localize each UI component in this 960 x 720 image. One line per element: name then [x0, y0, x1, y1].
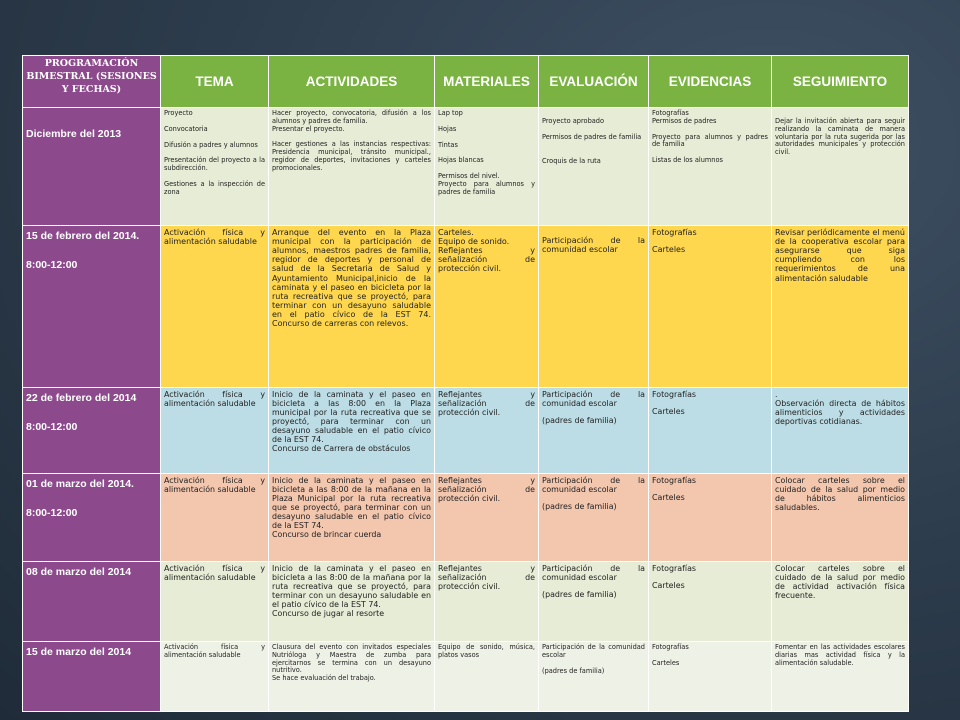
cell-materiales — [435, 108, 539, 226]
cell-text: Fotografías — [652, 643, 689, 651]
cell-evaluacion — [539, 226, 649, 388]
cell-actividades — [269, 562, 435, 642]
cell-seguimiento — [772, 474, 909, 562]
cell-text: . — [775, 390, 778, 399]
cell-seguimiento — [772, 642, 909, 712]
cell-tema — [161, 642, 269, 712]
cell-text: Reflejantes y señalización de protección civil. — [438, 246, 535, 274]
cell-text: Dejar la invitación abierta para seguir realizando la caminata de manera voluntaria por la ruta sugerida por las autoridades municipales y protección civil. — [775, 117, 905, 157]
cell-text: Activación física y alimentación saludable — [164, 643, 265, 659]
session-date: 22 de febrero del 2014 — [26, 392, 137, 404]
session-date: 15 de febrero del 2014. — [26, 230, 140, 242]
cell-text: Participación de la comunidad escolar — [542, 236, 645, 255]
cell-actividades — [269, 474, 435, 562]
session-time: 8:00-12:00 — [26, 421, 78, 434]
cell-tema — [161, 226, 269, 388]
cell-date — [23, 562, 161, 642]
line-spacer — [542, 228, 645, 236]
session-date: Diciembre del 2013 — [26, 128, 122, 140]
cell-text: Permisos de padres — [652, 116, 717, 125]
cell-text: Reflejantes y señalización de protección civil. — [438, 476, 535, 503]
cell-date — [23, 474, 161, 562]
cell-text: (padres de familia) — [542, 502, 617, 511]
cell-date — [23, 226, 161, 388]
cell-text: Fotografías — [652, 109, 689, 117]
cell-text: Hacer gestiones a las instancias respectivas: Presidencia municipal, tránsito municipal., regidor de deportes, invitaciones y carteles promocionales. — [272, 140, 431, 172]
cell-text: Croquis de la ruta — [542, 156, 601, 165]
table-row — [23, 108, 909, 226]
header-actividades: ACTIVIDADES — [269, 56, 435, 108]
header-evidencias: EVIDENCIAS — [649, 56, 772, 108]
cell-evaluacion — [539, 642, 649, 712]
cell-text: Equipo de sonido. — [438, 237, 510, 247]
cell-tema — [161, 388, 269, 474]
cell-text: Fotografías — [652, 476, 697, 485]
header-seguimiento: SEGUIMIENTO — [772, 56, 909, 108]
cell-text: Colocar carteles sobre el cuidado de la salud por medio de actividad activación física frecuente. — [775, 564, 905, 600]
session-time: 8:00-12:00 — [26, 507, 78, 520]
cell-evaluacion — [539, 562, 649, 642]
cell-seguimiento — [772, 562, 909, 642]
cell-evaluacion — [539, 474, 649, 562]
cell-text: Proyecto para alumnos y padres de familia — [652, 132, 768, 149]
cell-evidencias — [649, 226, 772, 388]
cell-text: Difusión a padres y alumnos — [164, 140, 258, 149]
cell-text: Gestiones a la inspección de zona — [164, 179, 265, 196]
schedule-table — [22, 55, 909, 712]
cell-text: Listas de los alumnos — [652, 156, 723, 165]
cell-text: (padres de familia) — [542, 590, 617, 599]
line-spacer — [542, 408, 645, 416]
cell-text: Activación física y alimentación saludable — [164, 390, 265, 408]
cell-text: Carteles — [652, 245, 686, 255]
header-materiales: MATERIALES — [435, 56, 539, 108]
schedule-table-container — [22, 55, 908, 711]
cell-materiales — [435, 474, 539, 562]
cell-text: Participación de la comunidad escolar — [542, 476, 645, 494]
cell-materiales — [435, 388, 539, 474]
line-spacer — [652, 573, 768, 581]
cell-text: Activación física y alimentación saludable — [164, 228, 265, 247]
cell-evidencias — [649, 474, 772, 562]
session-date: 15 de marzo del 2014 — [26, 646, 132, 658]
cell-text: Se hace evaluación del trabajo. — [272, 674, 376, 683]
table-row — [23, 562, 909, 642]
cell-text: Carteles — [652, 658, 680, 667]
table-row — [23, 226, 909, 388]
cell-actividades — [269, 388, 435, 474]
cell-date — [23, 388, 161, 474]
cell-text: Participación de la comunidad escolar — [542, 564, 645, 582]
cell-text: Concurso de brincar cuerda — [272, 530, 382, 539]
line-spacer — [652, 485, 768, 493]
cell-text: Fotografías — [652, 564, 697, 573]
cell-text: Inicio de la caminata y el paseo en bicicleta a las 8:00 en la Plaza municipal por la ruta recreativa que se proyectó, para terminar con un desayuno saludable en el patio cívico de la EST 74. — [272, 390, 431, 444]
cell-text: Proyecto aprobado — [542, 117, 605, 125]
cell-evaluacion — [539, 108, 649, 226]
cell-materiales — [435, 642, 539, 712]
cell-text: Inicio de la caminata y el paseo en bicicleta a las 8:00 de la mañana en la Plaza Municipal por la ruta recreativa que se proyectó, para terminar con un desayuno saludable en el patio cívico de la EST 74. — [272, 476, 431, 530]
session-date: 08 de marzo del 2014 — [26, 566, 132, 578]
cell-text: Concurso de Carrera de obstáculos — [272, 444, 411, 453]
cell-text: Activación física y alimentación saludable — [164, 476, 265, 494]
cell-text: Lap top — [438, 109, 463, 117]
table-row — [23, 388, 909, 474]
schedule-body — [23, 108, 909, 712]
cell-text: Inicio de la caminata y el paseo en bicicleta a las 8:00 de la mañana por la ruta recreativa que se proyectó, para terminar con un desayuno saludable en el patio cívico de la EST 74. — [272, 564, 431, 609]
cell-text: Tintas — [438, 140, 458, 149]
cell-text: Fotografías — [652, 228, 697, 237]
cell-text: Concurso de jugar al resorte — [272, 609, 385, 618]
cell-tema — [161, 474, 269, 562]
cell-text: Observación directa de hábitos alimenticios y actividades deportivas cotidianas. — [775, 399, 905, 426]
cell-text: Reflejantes y señalización de protección civil. — [438, 390, 535, 417]
cell-text: Hacer proyecto, convocatoria, difusión a los alumnos y padres de familia. — [272, 109, 431, 125]
cell-text: Proyecto — [164, 109, 193, 117]
cell-text: Colocar carteles sobre el cuidado de la salud por medio de hábitos alimenticios saludables. — [775, 476, 905, 512]
header-row — [23, 56, 909, 108]
header-tema: TEMA — [161, 56, 269, 108]
cell-tema — [161, 562, 269, 642]
table-row — [23, 474, 909, 562]
cell-seguimiento — [772, 388, 909, 474]
table-row — [23, 642, 909, 712]
line-spacer — [542, 142, 645, 150]
session-date: 01 de marzo del 2014. — [26, 478, 134, 490]
cell-actividades — [269, 108, 435, 226]
cell-text: Arranque del evento en la Plaza municipal con la participación de alumnos, maestros padres de familia, regidor de deportes y personal de salud de la Secretaria de Salud y Ayuntamiento Municipal,inicio de la caminata y el paseo en bicicleta por la ruta recreativa que se proyectó, para terminar con un desayuno saludable en el patio cívico de la EST 74. Concurso de carreras con relevos. — [272, 228, 431, 329]
cell-actividades — [269, 226, 435, 388]
cell-text: (padres de familia) — [542, 666, 605, 675]
cell-seguimiento — [772, 108, 909, 226]
cell-text: Convocatoria — [164, 124, 208, 133]
cell-text: Proyecto para alumnos y padres de familia — [438, 179, 535, 196]
session-time: 8:00-12:00 — [26, 259, 78, 272]
cell-text: (padres de familia) — [542, 416, 617, 425]
cell-text: Carteles. — [438, 228, 474, 237]
cell-evaluacion — [539, 388, 649, 474]
header-evaluacion: EVALUACIÓN — [539, 56, 649, 108]
cell-evidencias — [649, 108, 772, 226]
header-programacion: PROGRAMACIÓN BIMESTRAL (SESIONES Y FECHAS) — [23, 56, 161, 108]
cell-text: Participación de la comunidad escolar — [542, 390, 645, 408]
cell-materiales — [435, 562, 539, 642]
cell-text: Carteles — [652, 407, 685, 416]
line-spacer — [542, 494, 645, 502]
cell-text: Reflejantes y señalización de protección civil. — [438, 564, 535, 591]
cell-tema — [161, 108, 269, 226]
line-spacer — [652, 237, 768, 245]
line-spacer — [652, 399, 768, 407]
cell-text: Participación de la comunidad escolar — [542, 643, 645, 659]
cell-text: Presentar el proyecto. — [272, 124, 345, 133]
cell-text: Hojas blancas — [438, 156, 484, 165]
cell-actividades — [269, 642, 435, 712]
cell-evidencias — [649, 388, 772, 474]
cell-text: Permisos de padres de familia — [542, 132, 642, 141]
cell-text: Presentación del proyecto a la subdirección. — [164, 156, 265, 173]
cell-evidencias — [649, 642, 772, 712]
cell-seguimiento — [772, 226, 909, 388]
cell-date — [23, 642, 161, 712]
cell-text: Clausura del evento con invitados especiales Nutrióloga y Maestra de zumba para ejercitarnos se termina con un desayuno nutritivo. — [272, 643, 431, 675]
cell-text: Carteles — [652, 581, 685, 590]
cell-text: Hojas — [438, 124, 457, 133]
cell-materiales — [435, 226, 539, 388]
cell-evidencias — [649, 562, 772, 642]
cell-text: Fomentar en las actividades escolares diarias mas actividad física y la alimentación saludable. — [775, 643, 905, 667]
cell-text: Equipo de sonido, música, platos vasos — [438, 643, 535, 659]
cell-text: Activación física y alimentación saludable — [164, 564, 265, 582]
cell-text: Permisos del nivel. — [438, 172, 500, 181]
cell-date — [23, 108, 161, 226]
cell-text: Revisar periódicamente el menú de la cooperativa escolar para asegurarse que siga cumpliendo con los requerimientos de una alimentación saludable — [775, 228, 905, 283]
cell-text: Carteles — [652, 493, 685, 502]
cell-text: Fotografías — [652, 390, 697, 399]
line-spacer — [542, 582, 645, 590]
